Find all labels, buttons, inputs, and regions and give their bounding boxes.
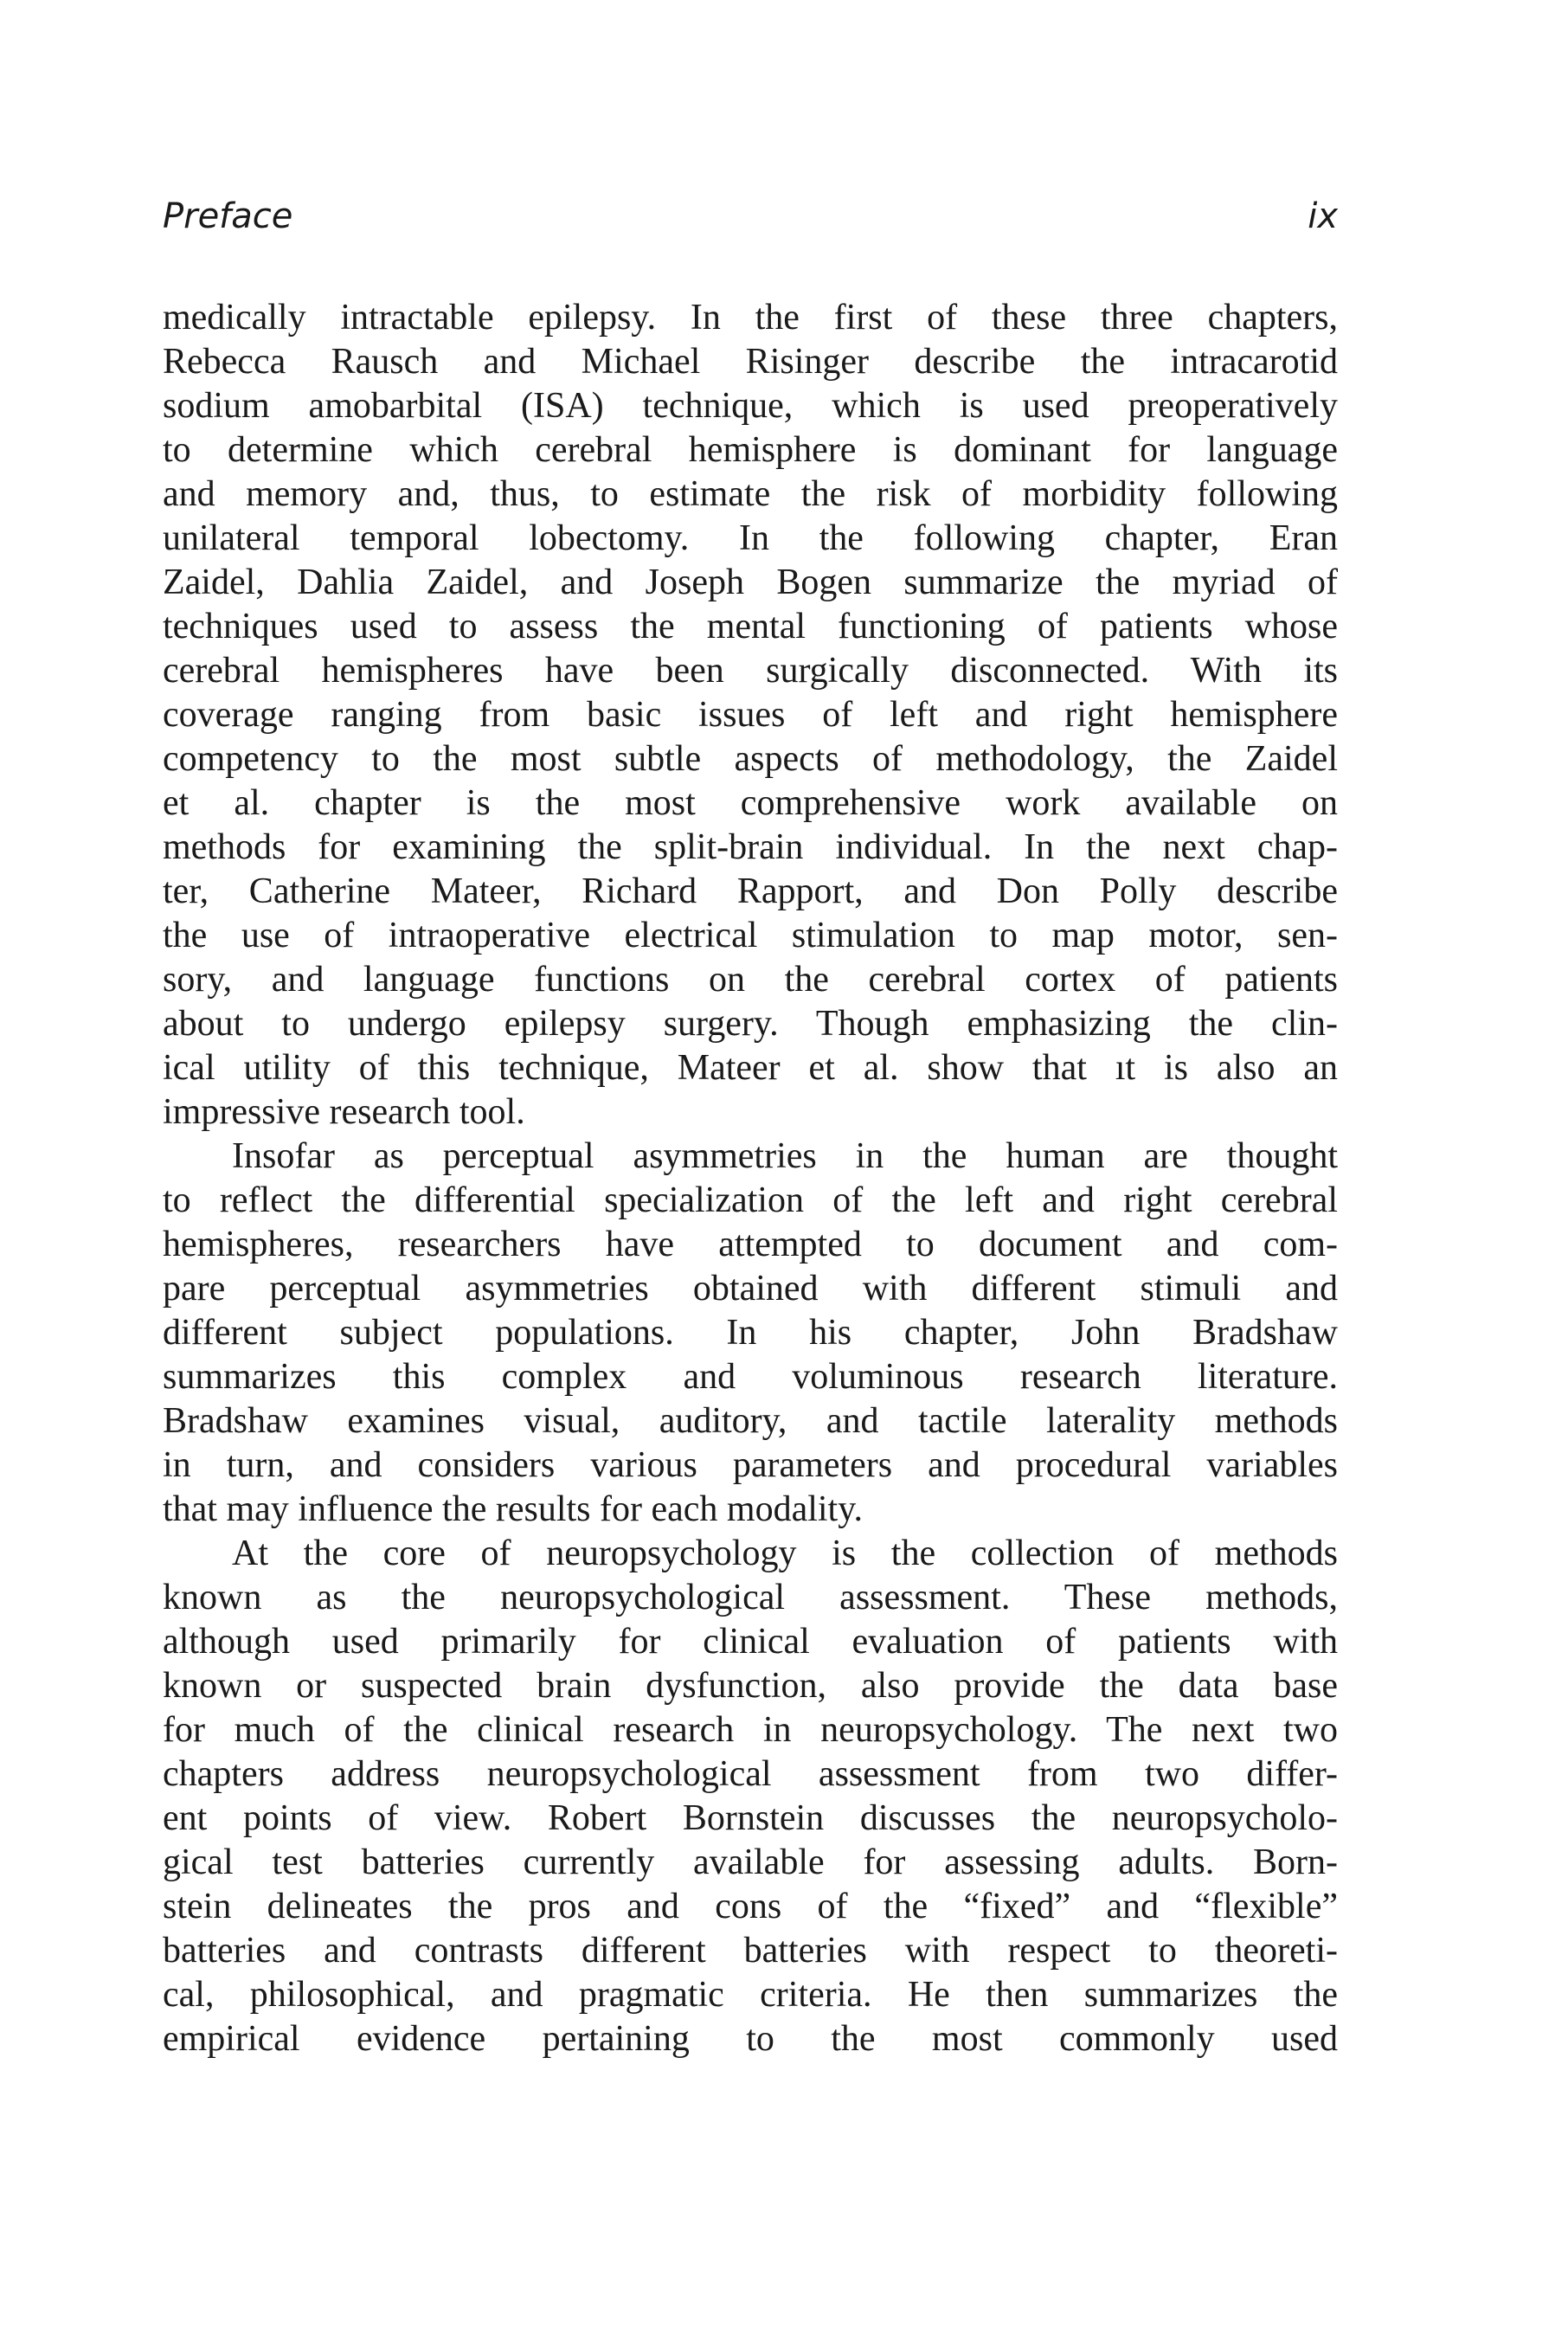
text-line: Rebecca Rausch and Michael Risinger describe the intracarotid — [163, 342, 1338, 382]
text-line: empirical evidence pertaining to the most commonly used — [163, 2019, 1338, 2059]
text-line: cal, philosophical, and pragmatic criteria. He then summarizes the — [163, 1975, 1338, 2015]
text-line: et al. chapter is the most comprehensive work available on — [163, 783, 1338, 823]
text-line: known as the neuropsychological assessment. These methods, — [163, 1578, 1338, 1617]
text-line: to reflect the differential specialization of the left and right cerebral — [163, 1180, 1338, 1220]
text-line: the use of intraoperative electrical stimulation to map motor, sen- — [163, 916, 1338, 955]
text-line: Zaidel, Dahlia Zaidel, and Joseph Bogen summarize the myriad of — [163, 563, 1338, 602]
text-line: to determine which cerebral hemisphere is dominant for language — [163, 430, 1338, 470]
text-line: techniques used to assess the mental functioning of patients whose — [163, 607, 1338, 646]
text-line: stein delineates the pros and cons of the “fixed” and “flexible” — [163, 1887, 1338, 1926]
text-line: sory, and language functions on the cerebral cortex of patients — [163, 960, 1338, 1000]
text-line: summarizes this complex and voluminous research literature. — [163, 1357, 1338, 1397]
running-head — [163, 190, 1338, 242]
body-text — [163, 296, 1338, 2061]
text-line: ter, Catherine Mateer, Richard Rapport, and Don Polly describe — [163, 871, 1338, 911]
book-page — [163, 0, 1338, 2347]
text-line: ical utility of this technique, Mateer et al. show that ıt is also an — [163, 1048, 1338, 1088]
text-line: about to undergo epilepsy surgery. Though emphasizing the clin- — [163, 1004, 1338, 1044]
page-number: ix — [1308, 196, 1338, 236]
text-line: medically intractable epilepsy. In the first of these three chapters, — [163, 298, 1338, 338]
text-line: competency to the most subtle aspects of methodology, the Zaidel — [163, 739, 1338, 779]
text-line: At the core of neuropsychology is the collection of methods — [232, 1534, 1338, 1573]
text-line: chapters address neuropsychological assessment from two differ- — [163, 1754, 1338, 1794]
text-line: gical test batteries currently available for assessing adults. Born- — [163, 1842, 1338, 1882]
text-line: although used primarily for clinical evaluation of patients with — [163, 1622, 1338, 1662]
text-line: coverage ranging from basic issues of left and right hemisphere — [163, 695, 1338, 735]
running-head-title: Preface — [163, 196, 293, 236]
text-line: and memory and, thus, to estimate the risk of morbidity following — [163, 474, 1338, 514]
text-line: known or suspected brain dysfunction, also provide the data base — [163, 1666, 1338, 1706]
text-line: cerebral hemispheres have been surgically disconnected. With its — [163, 651, 1338, 691]
text-line: impressive research tool. — [163, 1092, 525, 1132]
text-line: in turn, and considers various parameters and procedural variables — [163, 1445, 1338, 1485]
text-line: pare perceptual asymmetries obtained with different stimuli and — [163, 1269, 1338, 1309]
text-line: unilateral temporal lobectomy. In the following chapter, Eran — [163, 518, 1338, 558]
text-line: methods for examining the split-brain individual. In the next chap- — [163, 827, 1338, 867]
text-line: batteries and contrasts different batteries with respect to theoreti- — [163, 1931, 1338, 1971]
text-line: for much of the clinical research in neuropsychology. The next two — [163, 1710, 1338, 1750]
text-line: Bradshaw examines visual, auditory, and tactile laterality methods — [163, 1401, 1338, 1441]
text-line: different subject populations. In his chapter, John Bradshaw — [163, 1313, 1338, 1353]
text-line: ent points of view. Robert Bornstein discusses the neuropsycholo- — [163, 1798, 1338, 1838]
text-line: that may influence the results for each modality. — [163, 1489, 863, 1529]
text-line: Insofar as perceptual asymmetries in the human are thought — [232, 1136, 1338, 1176]
text-line: hemispheres, researchers have attempted to document and com- — [163, 1225, 1338, 1264]
text-line: sodium amobarbital (ISA) technique, which is used preoperatively — [163, 386, 1338, 426]
